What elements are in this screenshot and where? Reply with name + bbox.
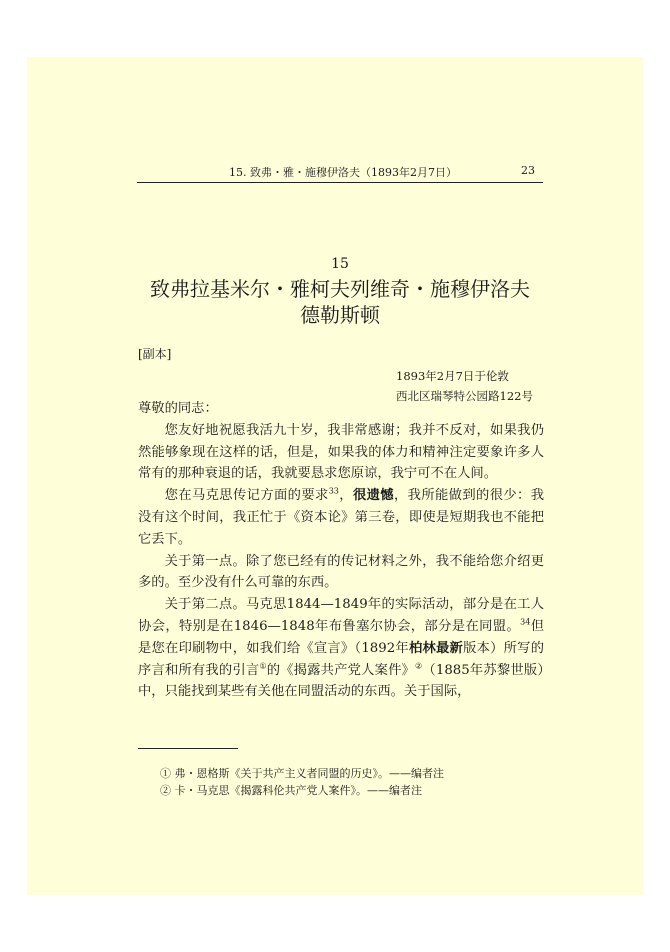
- paragraph-3: 关于第一点。除了您已经有的传记材料之外，我不能给您介绍更多的。至少没有什么可靠的东西。: [138, 553, 544, 591]
- paragraph-4-text-e: （1885年苏黎世版）中，只能找到某些有关他在同盟活动的东西。关于国际，: [138, 662, 544, 700]
- paragraph-2-text-c: ，我所能做到的很少：我没有这个时间，我正忙于《资本论》第三卷，即使是短期我也不能把它丢下。: [138, 488, 545, 547]
- page-number: 23: [521, 164, 535, 177]
- letter-title-line1: 致弗拉基米尔・雅柯夫列维奇・施穆伊洛夫: [150, 277, 530, 301]
- paragraph-1: 您友好地祝愿我活九十岁，我非常感谢；我并不反对，如果我仍然能够象现在这样的话，但是，如果我的体力和精神注定要象许多人常有的那种衰退的话，我就要恳求您原谅，我宁可不在人间。: [138, 422, 544, 482]
- copy-tag: [副本]: [138, 347, 172, 361]
- paragraph-2-text-b: ，: [338, 488, 353, 504]
- salutation: 尊敬的同志：: [138, 401, 218, 416]
- note-ref-34: 34: [520, 617, 531, 627]
- running-title: 15. 致弗・雅・施穆伊洛夫（1893年2月7日）: [229, 166, 457, 179]
- paragraph-4-text-b: 但是您在印刷物中，如我们给《宣言》（1892年: [138, 618, 544, 656]
- paragraph-4: [138, 594, 544, 703]
- letter-body: [138, 398, 544, 703]
- paragraph-2: [138, 485, 544, 550]
- paragraph-2-text-a: 您在马克思传记方面的要求: [164, 488, 329, 504]
- footnote-1: ① 弗・恩格斯《关于共产主义者同盟的历史》。——编者注: [160, 767, 444, 780]
- paragraph-4-text-c: 版本）所写的序言和所有我的引言: [138, 640, 545, 678]
- date-line: 1893年2月7日于伦敦: [396, 369, 509, 383]
- paragraph-4-text-a: 关于第二点。马克思1844—1849年的实际活动，部分是在工人协会，特别是在1846—1848年布鲁塞尔协会，部分是在同盟。: [138, 597, 544, 634]
- note-ref-33: 33: [328, 486, 339, 496]
- footnote-ref-1: ①: [259, 661, 267, 671]
- letter-number: 15: [331, 256, 349, 272]
- running-header: [137, 162, 543, 183]
- footnotes: [160, 765, 444, 799]
- address-line: 西北区瑞琴特公园路122号: [396, 389, 533, 403]
- paragraph-4-text-d: 的《揭露共产党人案件》: [266, 662, 416, 678]
- letter-title-line2: 德勒斯顿: [300, 303, 380, 327]
- letter-title: [137, 276, 543, 328]
- footnote-ref-2: ②: [415, 661, 423, 671]
- paragraph-4-emphasis: 柏林最新: [408, 640, 464, 656]
- footnote-2: ② 卡・马克思《揭露科伦共产党人案件》。——编者注: [160, 784, 422, 797]
- paragraph-2-emphasis: 很遗憾: [352, 488, 394, 504]
- footnote-divider: [138, 748, 238, 749]
